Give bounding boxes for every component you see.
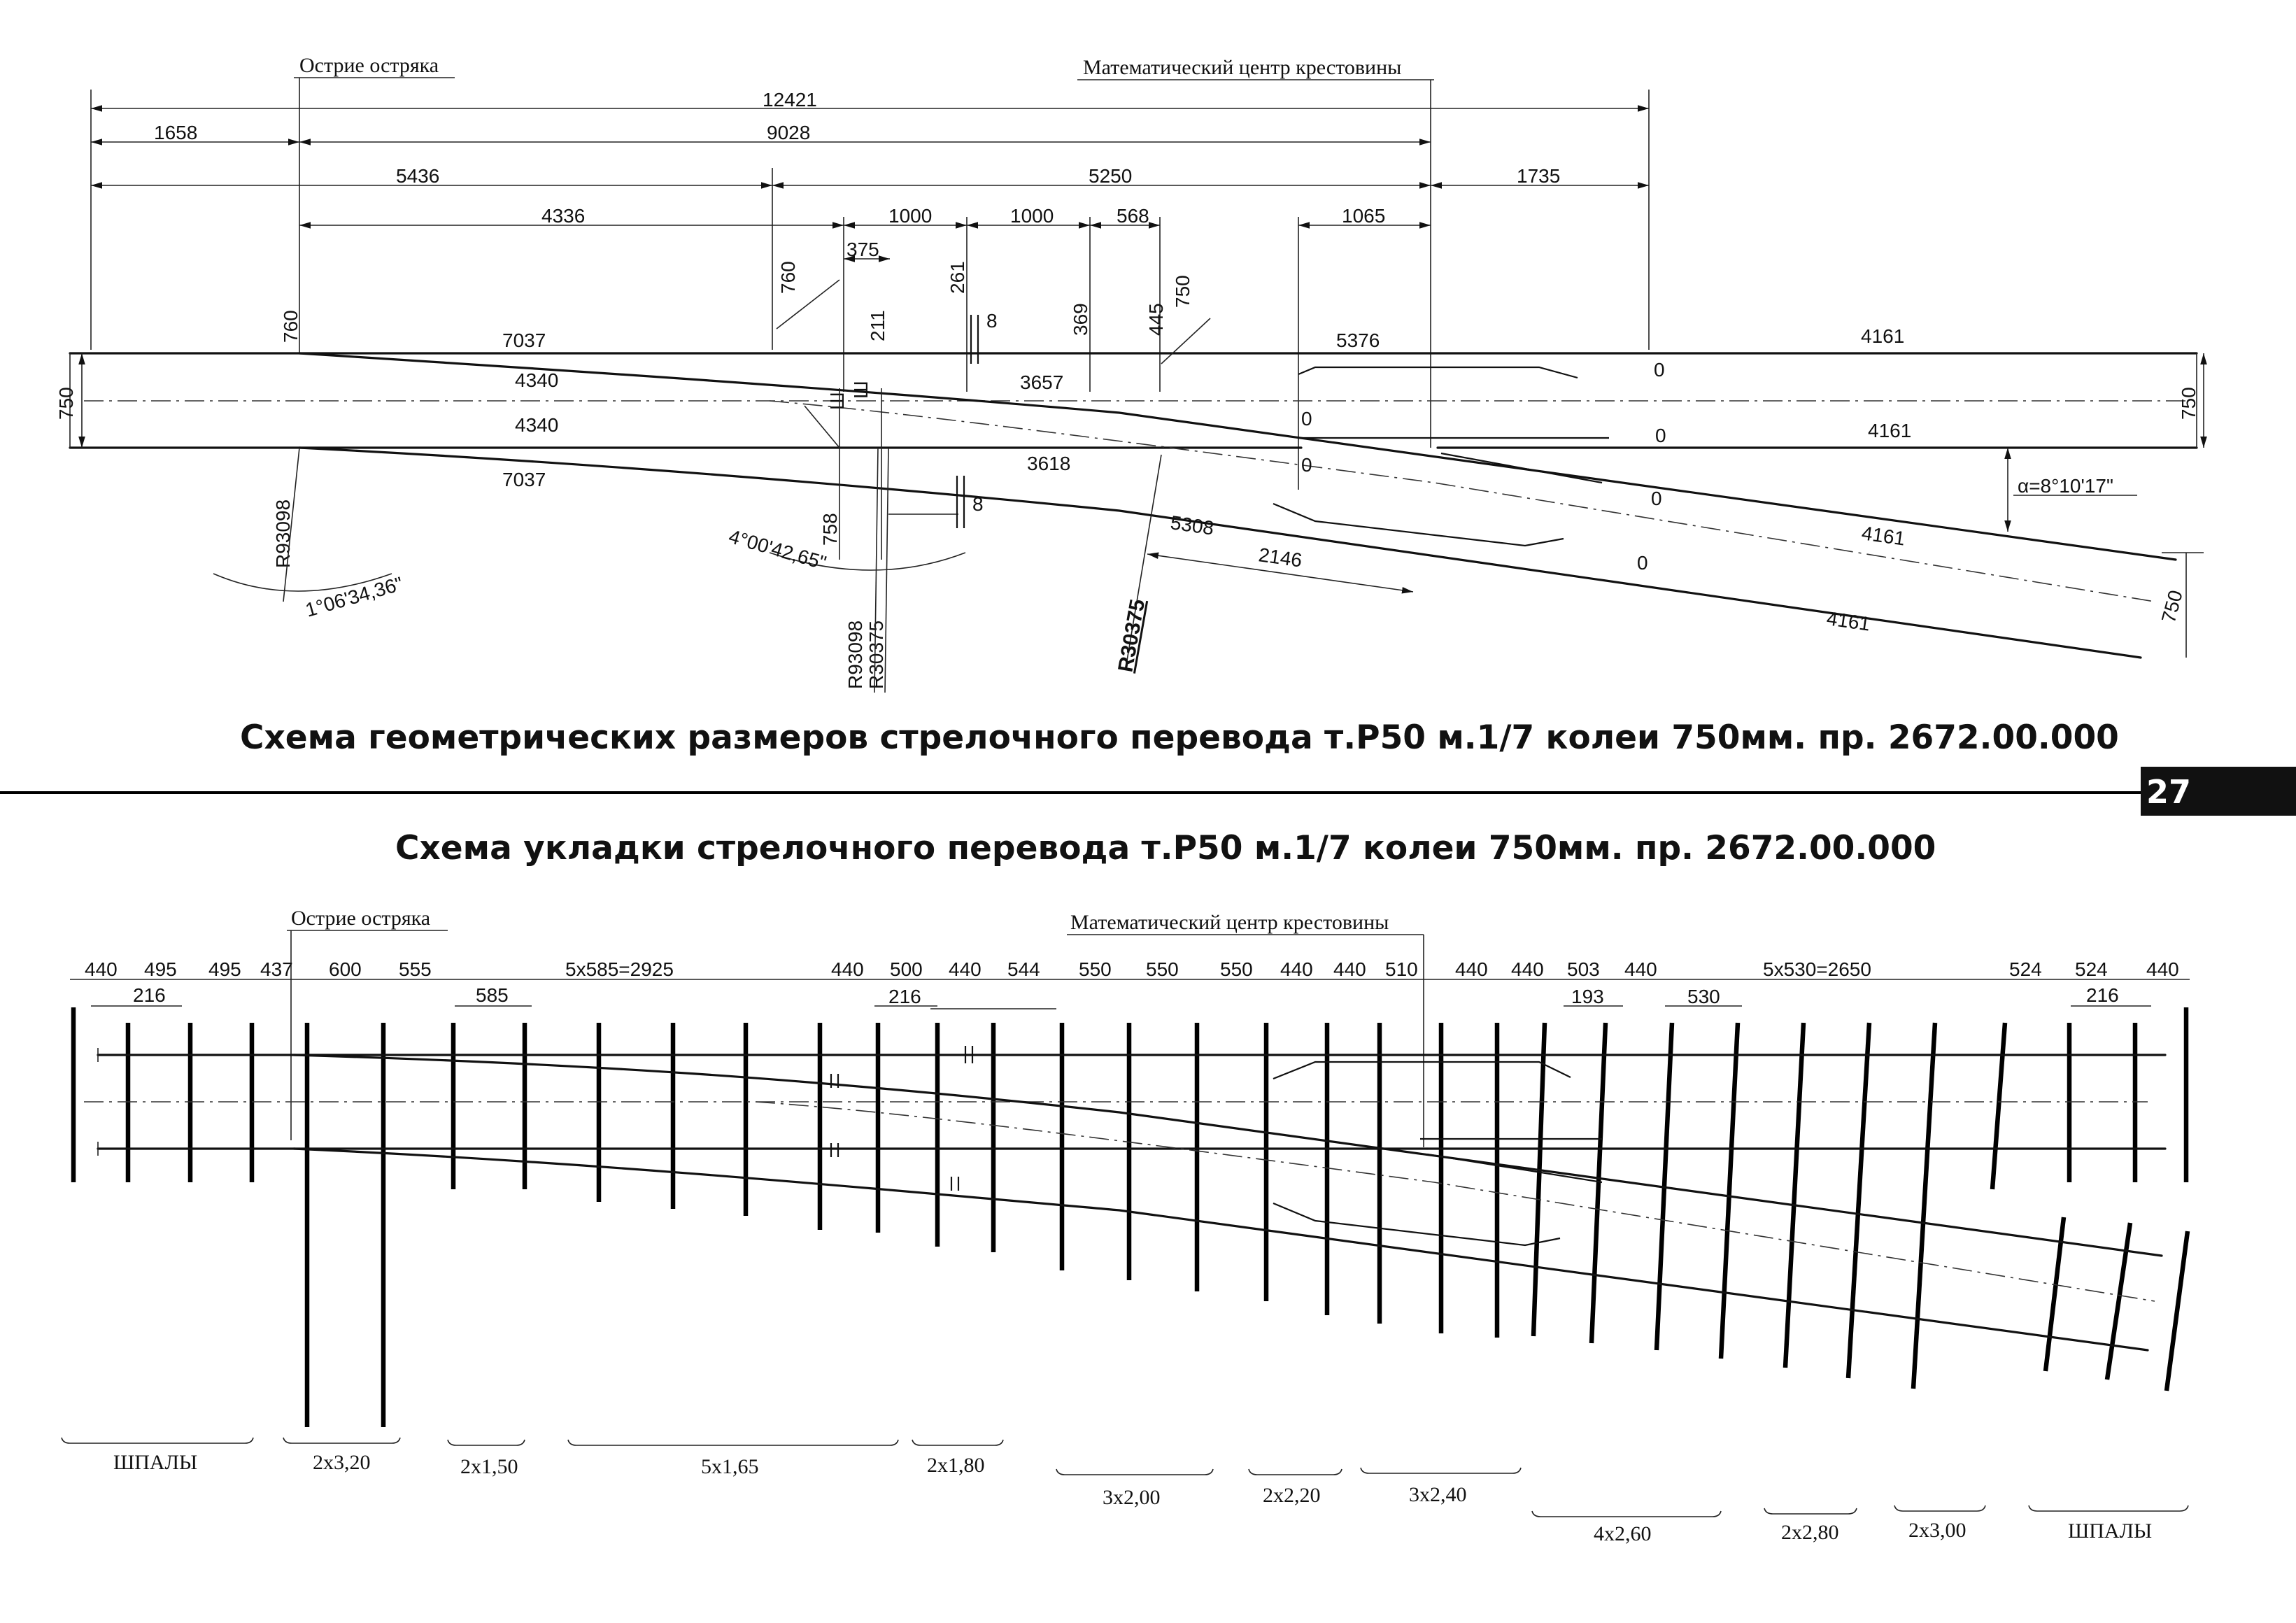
tie	[1533, 1023, 1545, 1336]
dim-1065: 1065	[1342, 205, 1386, 227]
spacing-label: 193	[1571, 986, 1604, 1007]
len-3618: 3618	[1027, 453, 1071, 474]
len-3657: 3657	[1020, 371, 1064, 393]
dim-750-left: 750	[55, 387, 77, 420]
zero-1: 0	[1654, 359, 1665, 381]
dim-369: 369	[1070, 303, 1091, 336]
tie-groups	[62, 1438, 2188, 1545]
spacing-label: 544	[1007, 958, 1040, 980]
layout-diagram	[62, 907, 2190, 1545]
tie-group-label: 2х1,80	[927, 1454, 985, 1477]
tie	[1721, 1023, 1738, 1359]
spacing-label: 550	[1220, 958, 1253, 980]
len-7037-b: 7037	[502, 469, 546, 490]
dim-760-b: 760	[777, 261, 799, 294]
dim-568: 568	[1117, 205, 1149, 227]
angle-switch: 1°06'34,36"	[303, 572, 406, 621]
tie	[2107, 1223, 2130, 1380]
dim-sh-b: Ш	[850, 381, 872, 399]
tie-group-label: 2х3,20	[313, 1451, 371, 1474]
spacing-label: 440	[949, 958, 982, 980]
spacing-label: 437	[260, 958, 293, 980]
angle-frog: α=8°10'17"	[2018, 475, 2113, 497]
dim-1658: 1658	[154, 122, 198, 143]
tie-group-label: 3х2,00	[1103, 1486, 1161, 1509]
len-4340-b: 4340	[515, 414, 559, 436]
len-4161-b: 4161	[1868, 420, 1912, 441]
dim-1000-b: 1000	[1010, 205, 1054, 227]
spacing-label: 530	[1687, 986, 1720, 1007]
spacing-label: 510	[1385, 958, 1418, 980]
zero-2: 0	[1655, 425, 1666, 446]
radius-r30375-a: R30375	[865, 620, 887, 689]
len-5376: 5376	[1336, 329, 1380, 351]
radius-r93098-a: R93098	[272, 499, 294, 568]
dim-1735: 1735	[1517, 165, 1561, 187]
len-4340-a: 4340	[515, 369, 559, 391]
dim-5250: 5250	[1089, 165, 1133, 187]
spacing-label: 600	[329, 958, 362, 980]
len-5308: 5308	[1169, 511, 1216, 539]
dim-261: 261	[947, 261, 968, 294]
spacing-label: 440	[2146, 958, 2179, 980]
tie-group-label: ШПАЛЫ	[113, 1451, 198, 1474]
spacing-label: 216	[888, 986, 921, 1007]
tie	[1992, 1023, 2005, 1189]
tie	[1785, 1023, 1804, 1368]
len-4161-d: 4161	[1825, 607, 1872, 635]
tie-group-label: 2х2,20	[1263, 1484, 1321, 1507]
tie-group-label: 2х3,00	[1908, 1519, 1967, 1542]
tie-group-label: 2х1,50	[460, 1455, 518, 1478]
tie	[1848, 1023, 1869, 1378]
dim-1000-a: 1000	[888, 205, 933, 227]
label-tip-of-switch-point: Острие остряка	[299, 54, 439, 77]
ties	[73, 1007, 2188, 1427]
spacing-label: 524	[2009, 958, 2042, 980]
spacing-label: 503	[1567, 958, 1600, 980]
dim-750-right: 750	[2178, 387, 2199, 420]
spacing-label: 495	[144, 958, 177, 980]
dim-750-v: 750	[1172, 275, 1193, 308]
spacing-label: 555	[399, 958, 432, 980]
spacing-label: 5x585=2925	[565, 958, 674, 980]
label-math-center-frog-2: Математический центр крестовины	[1070, 911, 1389, 934]
dim-4336: 4336	[541, 205, 586, 227]
dim-8-b: 8	[972, 493, 984, 515]
zero-5: 0	[1301, 408, 1312, 430]
title-layout: Схема укладки стрелочного перевода т.Р50 м.1/7 колеи 750мм. пр. 2672.00.000	[395, 829, 1936, 867]
spacing-label: 495	[208, 958, 241, 980]
tie-group-label: 5х1,65	[701, 1455, 759, 1478]
label-math-center-frog: Математический центр крестовины	[1083, 56, 1402, 79]
spacing-label: 440	[1333, 958, 1366, 980]
spacing-label: 550	[1079, 958, 1112, 980]
title-geometry: Схема геометрических размеров стрелочного перевода т.Р50 м.1/7 колеи 750мм. пр. 2672.00.000	[240, 718, 2119, 757]
len-7037-a: 7037	[502, 329, 546, 351]
radius-r30375-b: R30375	[1114, 597, 1150, 674]
angle-curve: 4°00'42,65"	[726, 525, 829, 574]
dim-12421: 12421	[763, 89, 817, 111]
zero-3: 0	[1651, 488, 1662, 509]
spacing-label: 585	[476, 984, 509, 1006]
dim-211: 211	[867, 310, 888, 341]
zero-4: 0	[1637, 552, 1648, 574]
dim-445: 445	[1145, 303, 1167, 336]
spacing-label: 5x530=2650	[1763, 958, 1871, 980]
len-4161-c: 4161	[1860, 522, 1907, 550]
spacing-row-1	[85, 958, 2179, 980]
tie-group-label: ШПАЛЫ	[2068, 1519, 2153, 1543]
spacing-label: 440	[1455, 958, 1488, 980]
len-4161-a: 4161	[1861, 325, 1905, 347]
spacing-label: 524	[2075, 958, 2108, 980]
spacing-row-2	[133, 984, 2119, 1007]
dim-sh-a: Ш	[826, 392, 848, 410]
tie-group-label: 3х2,40	[1409, 1483, 1467, 1506]
zero-6: 0	[1301, 454, 1312, 476]
tie	[2167, 1231, 2188, 1391]
spacing-label: 216	[2086, 984, 2119, 1006]
len-2146: 2146	[1257, 544, 1304, 572]
spacing-label: 500	[890, 958, 923, 980]
dim-5436: 5436	[396, 165, 440, 187]
spacing-label: 440	[831, 958, 864, 980]
dim-375: 375	[846, 239, 879, 260]
spacing-label: 216	[133, 984, 166, 1006]
label-tip-of-switch-point-2: Острие остряка	[291, 907, 431, 930]
tie	[1913, 1023, 1935, 1389]
tie-group-label: 4х2,60	[1594, 1522, 1652, 1545]
dim-760-a: 760	[280, 310, 302, 343]
spacing-label: 440	[1624, 958, 1657, 980]
dim-758: 758	[819, 513, 841, 546]
dim-9028: 9028	[767, 122, 811, 143]
spacing-label: 440	[85, 958, 118, 980]
dim-8-a: 8	[986, 310, 998, 332]
page-number: 27	[2146, 773, 2192, 811]
spacing-label: 440	[1511, 958, 1544, 980]
tie	[1592, 1023, 1606, 1343]
tie-group-label: 2х2,80	[1781, 1521, 1839, 1544]
spacing-label: 440	[1280, 958, 1313, 980]
spacing-label: 550	[1146, 958, 1179, 980]
radius-r93098-b: R93098	[844, 620, 866, 689]
dim-750-branch: 750	[2157, 588, 2187, 625]
geometry-diagram	[55, 54, 2204, 693]
